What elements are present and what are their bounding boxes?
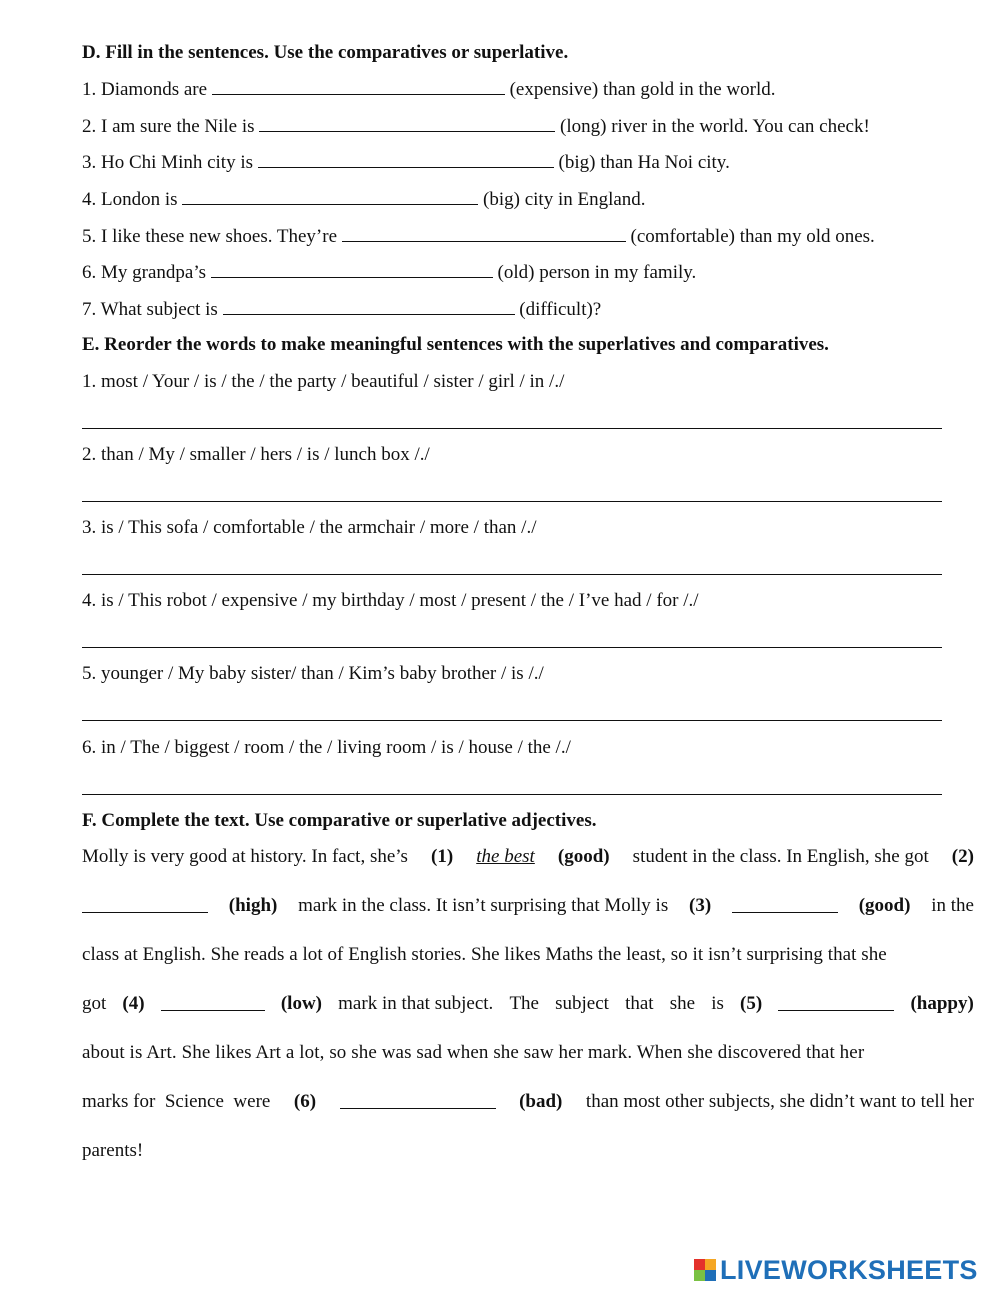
- answer-blank-d6[interactable]: [211, 260, 493, 278]
- section-f-text-line-4: got (4) (low) mark in that subject. The subject that she is (5) (happy): [82, 993, 974, 1014]
- answer-blank-f5[interactable]: [778, 993, 894, 1011]
- section-e-heading: E. Reorder the words to make meaningful sentences with the superlatives and comparatives.: [82, 334, 829, 355]
- section-e-item-1: 1. most / Your / is / the / the party / beautiful / sister / girl / in /./: [82, 371, 565, 392]
- section-d-item-4: 4. London is (big) city in England.: [82, 189, 646, 210]
- section-d-heading: D. Fill in the sentences. Use the comparatives or superlative.: [82, 42, 569, 63]
- section-e-item-4: 4. is / This robot / expensive / my birthday / most / present / the / I’ve had / for /./: [82, 590, 699, 611]
- answer-line-e4[interactable]: [82, 647, 942, 648]
- section-f-text-line-3: class at English. She reads a lot of English stories. She likes Maths the least, so it isn’t surprising that she: [82, 944, 887, 965]
- answer-blank-d5[interactable]: [342, 224, 626, 242]
- liveworksheets-logo-icon: [694, 1259, 716, 1281]
- answer-blank-f4[interactable]: [161, 993, 265, 1011]
- section-d-item-1: 1. Diamonds are (expensive) than gold in the world.: [82, 79, 776, 100]
- section-e-item-6: 6. in / The / biggest / room / the / living room / is / house / the /./: [82, 737, 571, 758]
- section-e-item-3: 3. is / This sofa / comfortable / the armchair / more / than /./: [82, 517, 537, 538]
- answer-blank-d2[interactable]: [259, 114, 555, 132]
- section-d-item-6: 6. My grandpa’s (old) person in my family.: [82, 262, 697, 283]
- answer-line-e2[interactable]: [82, 501, 942, 502]
- section-f-text-line-7: parents!: [82, 1140, 144, 1161]
- answer-blank-d1[interactable]: [212, 77, 505, 95]
- section-f-text-line-2: (high) mark in the class. It isn’t surprising that Molly is (3) (good) in the: [82, 895, 974, 917]
- answer-line-e3[interactable]: [82, 574, 942, 575]
- answer-blank-d3[interactable]: [258, 150, 554, 168]
- answer-blank-f2[interactable]: [82, 895, 208, 913]
- section-f-text-line-6: marks for Science were (6) (bad) than most other subjects, she didn’t want to tell her: [82, 1091, 974, 1112]
- answer-blank-f6[interactable]: [340, 1091, 496, 1109]
- answer-blank-d7[interactable]: [223, 297, 515, 315]
- logo-text: LIVEWORKSHEETS: [720, 1254, 978, 1285]
- section-d-item-5: 5. I like these new shoes. They’re (comfortable) than my old ones.: [82, 226, 875, 247]
- section-d-item-2: 2. I am sure the Nile is (long) river in the world. You can check!: [82, 116, 870, 137]
- liveworksheets-logo: [694, 1256, 978, 1284]
- answer-line-e6[interactable]: [82, 794, 942, 795]
- section-d-item-7: 7. What subject is (difficult)?: [82, 299, 602, 320]
- section-f-heading: F. Complete the text. Use comparative or superlative adjectives.: [82, 810, 597, 831]
- section-d-item-3: 3. Ho Chi Minh city is (big) than Ha Noi city.: [82, 152, 730, 173]
- section-e-item-5: 5. younger / My baby sister/ than / Kim’s baby brother / is /./: [82, 663, 544, 684]
- answer-blank-d4[interactable]: [182, 187, 478, 205]
- answer-blank-f3[interactable]: [732, 895, 838, 913]
- section-f-text-line-1: Molly is very good at history. In fact, she’s (1) the best (good) student in the class. In English, she got (2): [82, 846, 974, 867]
- answer-line-e1[interactable]: [82, 428, 942, 429]
- example-answer: the best: [476, 846, 535, 867]
- section-e-item-2: 2. than / My / smaller / hers / is / lunch box /./: [82, 444, 430, 465]
- answer-line-e5[interactable]: [82, 720, 942, 721]
- section-f-text-line-5: about is Art. She likes Art a lot, so she was sad when she saw her mark. When she discovered that her: [82, 1042, 865, 1063]
